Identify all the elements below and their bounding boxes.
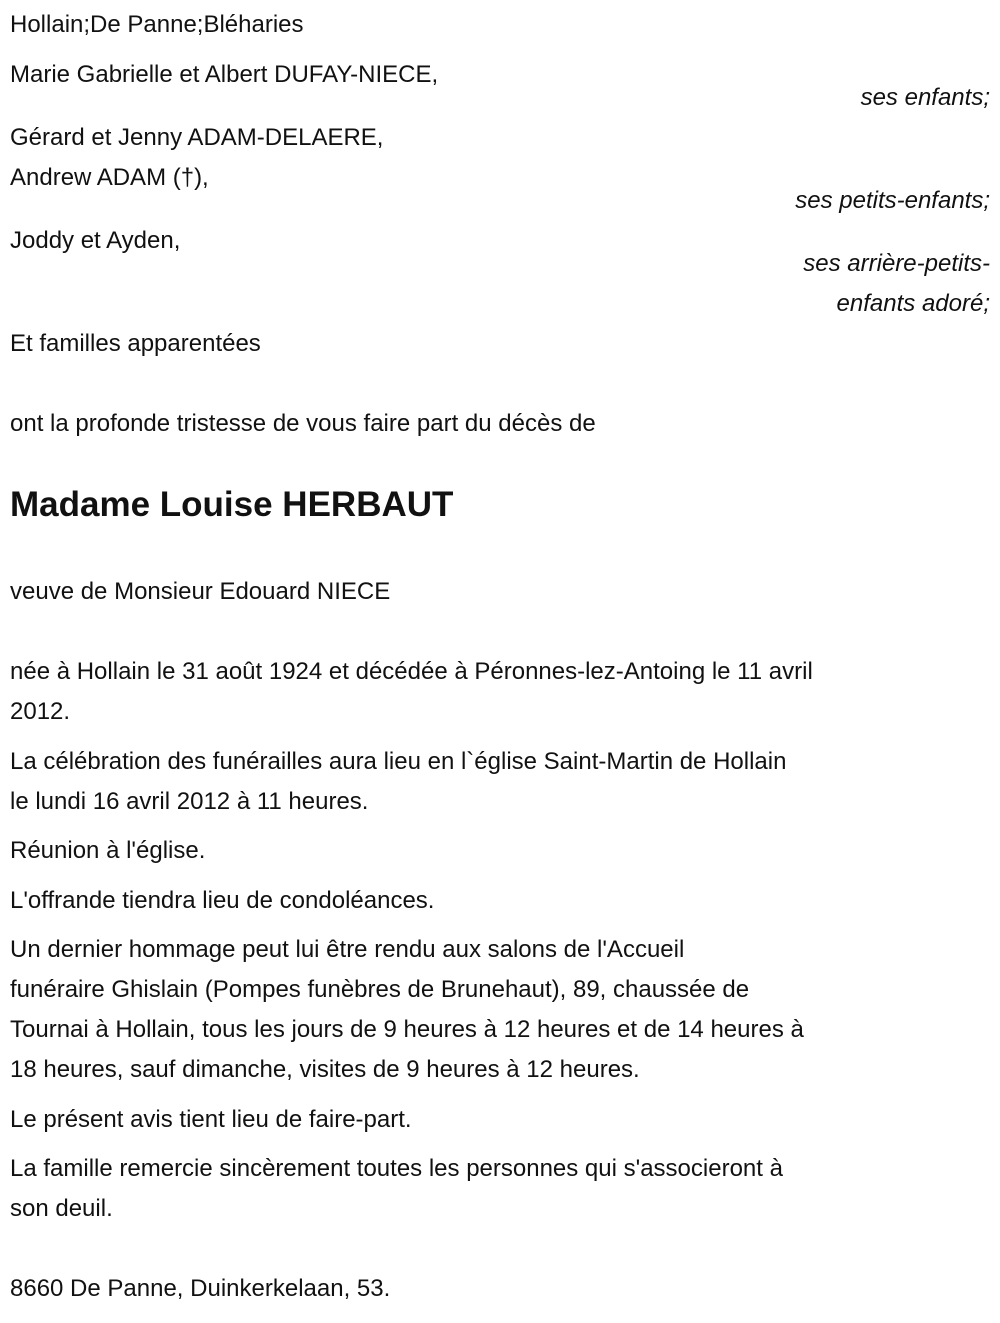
- thanks-line-1: La famille remercie sincèrement toutes les personnes qui s'associeront à: [10, 1155, 783, 1182]
- deceased-name: Madame Louise HERBAUT: [10, 485, 454, 524]
- tribute-line-4: 18 heures, sauf dimanche, visites de 9 heures à 12 heures.: [10, 1056, 640, 1083]
- relatives: Et familles apparentées: [10, 330, 261, 357]
- great-grandchildren-names: Joddy et Ayden,: [10, 227, 181, 254]
- tribute-line-2: funéraire Ghislain (Pompes funèbres de Brunehaut), 89, chaussée de: [10, 976, 750, 1003]
- funeral-line-2: le lundi 16 avril 2012 à 11 heures.: [10, 788, 369, 815]
- widow-of: veuve de Monsieur Edouard NIECE: [10, 578, 391, 605]
- notice: Le présent avis tient lieu de faire-part.: [10, 1106, 412, 1133]
- children-names: Marie Gabrielle et Albert DUFAY-NIECE,: [10, 61, 439, 88]
- birth-death-line-1: née à Hollain le 31 août 1924 et décédée à Péronnes-lez-Antoing le 11 avril: [10, 658, 813, 685]
- grandchildren-label: ses petits-enfants;: [795, 187, 990, 214]
- offering: L'offrande tiendra lieu de condoléances.: [10, 887, 435, 914]
- address: 8660 De Panne, Duinkerkelaan, 53.: [10, 1275, 391, 1302]
- meeting: Réunion à l'église.: [10, 837, 206, 864]
- tribute-line-1: Un dernier hommage peut lui être rendu aux salons de l'Accueil: [10, 936, 685, 963]
- grandchildren-names-2: Andrew ADAM (†),: [10, 164, 209, 191]
- announcement: ont la profonde tristesse de vous faire part du décès de: [10, 410, 596, 437]
- great-grandchildren-label-2: enfants adoré;: [836, 290, 990, 317]
- header-places: Hollain;De Panne;Bléharies: [10, 11, 304, 38]
- funeral-line-1: La célébration des funérailles aura lieu en l`église Saint-Martin de Hollain: [10, 748, 787, 775]
- grandchildren-names-1: Gérard et Jenny ADAM-DELAERE,: [10, 124, 384, 151]
- great-grandchildren-label-1: ses arrière-petits-: [803, 250, 990, 277]
- children-label: ses enfants;: [860, 84, 990, 111]
- thanks-line-2: son deuil.: [10, 1195, 113, 1222]
- tribute-line-3: Tournai à Hollain, tous les jours de 9 heures à 12 heures et de 14 heures à: [10, 1016, 804, 1043]
- birth-death-line-2: 2012.: [10, 698, 71, 725]
